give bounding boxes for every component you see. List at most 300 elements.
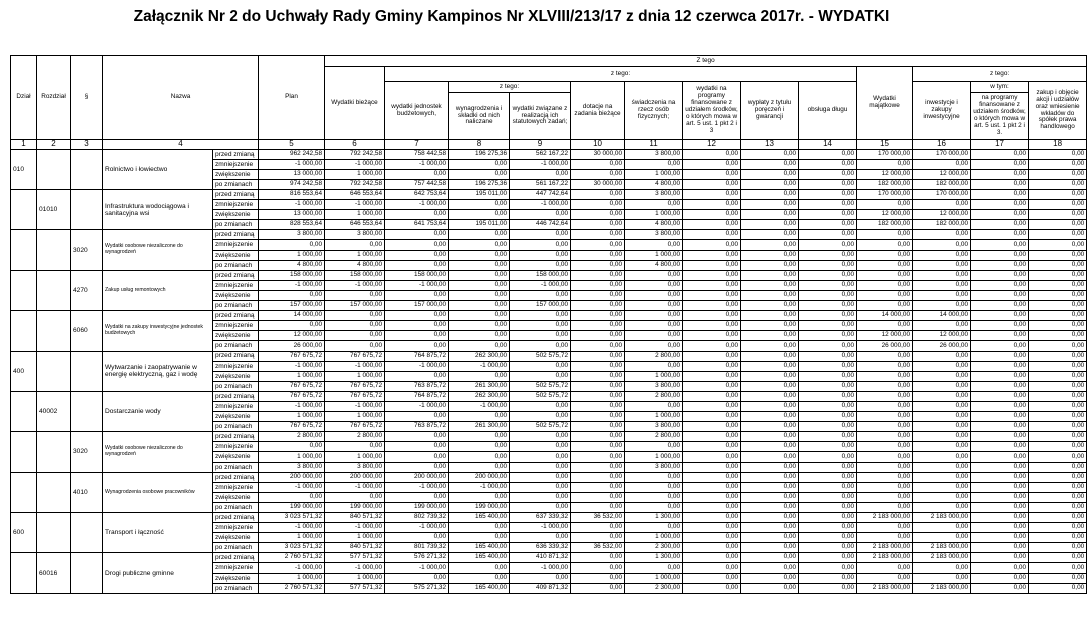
amount-cell: 0,00 (799, 472, 857, 482)
amount-cell: -1 000,00 (325, 401, 385, 411)
amount-cell: 641 753,64 (385, 220, 449, 230)
dzial-cell (11, 270, 37, 310)
change-type-cell: przed zmianą (213, 351, 259, 361)
amount-cell: 0,00 (449, 462, 510, 472)
amount-cell: 764 875,72 (385, 351, 449, 361)
amount-cell: 0,00 (510, 331, 571, 341)
amount-cell: 0,00 (913, 230, 971, 240)
amount-cell: 0,00 (683, 321, 741, 331)
amount-cell: 165 400,00 (449, 543, 510, 553)
amount-cell: 0,00 (913, 502, 971, 512)
amount-cell: 0,00 (857, 250, 913, 260)
change-type-cell: zwiększenie (213, 573, 259, 583)
change-type-cell: po zmianach (213, 341, 259, 351)
amount-cell: 0,00 (799, 412, 857, 422)
paragraf-cell (71, 351, 103, 391)
amount-cell: 0,00 (799, 361, 857, 371)
change-type-cell: po zmianach (213, 462, 259, 472)
amount-cell: 0,00 (913, 492, 971, 502)
amount-cell: 158 000,00 (510, 270, 571, 280)
amount-cell: 0,00 (510, 573, 571, 583)
amount-cell: 3 800,00 (625, 230, 683, 240)
amount-cell: 0,00 (799, 513, 857, 523)
amount-cell: 157 000,00 (259, 301, 325, 311)
amount-cell: 0,00 (971, 381, 1029, 391)
amount-cell: 261 300,00 (449, 381, 510, 391)
amount-cell: 0,00 (510, 432, 571, 442)
amount-cell: 0,00 (741, 351, 799, 361)
amount-cell: 0,00 (913, 240, 971, 250)
amount-cell: -1 000,00 (259, 482, 325, 492)
amount-cell: 0,00 (857, 422, 913, 432)
amount-cell: 0,00 (1029, 573, 1087, 583)
amount-cell: 0,00 (259, 492, 325, 502)
amount-cell: 0,00 (510, 492, 571, 502)
change-type-cell: po zmianach (213, 583, 259, 593)
change-type-cell: zwiększenie (213, 210, 259, 220)
amount-cell: 0,00 (741, 321, 799, 331)
change-type-cell: zwiększenie (213, 331, 259, 341)
change-type-cell: zmniejszenie (213, 401, 259, 411)
amount-cell: 0,00 (971, 290, 1029, 300)
amount-cell: 0,00 (913, 422, 971, 432)
amount-cell: 0,00 (571, 169, 625, 179)
amount-cell: 0,00 (741, 250, 799, 260)
paragraf-cell: 3020 (71, 432, 103, 472)
amount-cell: 0,00 (625, 301, 683, 311)
amount-cell: 0,00 (913, 351, 971, 361)
amount-cell: 1 000,00 (325, 210, 385, 220)
amount-cell: 0,00 (913, 462, 971, 472)
amount-cell: 0,00 (571, 401, 625, 411)
amount-cell: 0,00 (1029, 230, 1087, 240)
amount-cell: 792 242,58 (325, 179, 385, 189)
amount-cell: 0,00 (971, 422, 1029, 432)
amount-cell: 165 400,00 (449, 583, 510, 593)
column-number: 17 (971, 140, 1029, 150)
amount-cell: 2 760 571,32 (259, 583, 325, 593)
amount-cell: 1 000,00 (625, 371, 683, 381)
amount-cell: 0,00 (857, 200, 913, 210)
change-type-cell: przed zmianą (213, 432, 259, 442)
amount-cell: 199 000,00 (385, 502, 449, 512)
amount-cell: 0,00 (510, 462, 571, 472)
amount-cell: 0,00 (799, 179, 857, 189)
amount-cell: 0,00 (571, 553, 625, 563)
table-row (11, 149, 1087, 159)
amount-cell: 0,00 (259, 240, 325, 250)
header-z-tego: Z tego (325, 56, 1087, 67)
amount-cell: 0,00 (799, 533, 857, 543)
amount-cell: -1 000,00 (510, 563, 571, 573)
amount-cell: 0,00 (571, 492, 625, 502)
change-type-cell: zmniejszenie (213, 321, 259, 331)
amount-cell: 0,00 (799, 250, 857, 260)
nazwa-cell: Wydatki osobowe niezaliczone do wynagrodzeń (103, 230, 213, 270)
amount-cell: -1 000,00 (259, 200, 325, 210)
amount-cell: 0,00 (799, 169, 857, 179)
amount-cell: 1 000,00 (325, 533, 385, 543)
amount-cell: 577 571,32 (325, 553, 385, 563)
amount-cell: 0,00 (1029, 492, 1087, 502)
amount-cell: 0,00 (741, 210, 799, 220)
amount-cell: 0,00 (741, 412, 799, 422)
amount-cell: 0,00 (1029, 513, 1087, 523)
amount-cell: 0,00 (625, 442, 683, 452)
change-type-cell: przed zmianą (213, 513, 259, 523)
amount-cell: 0,00 (799, 230, 857, 240)
amount-cell: 0,00 (683, 482, 741, 492)
amount-cell: 0,00 (741, 341, 799, 351)
amount-cell: 0,00 (683, 351, 741, 361)
amount-cell: 0,00 (571, 311, 625, 321)
table-row (11, 553, 1087, 563)
amount-cell: 0,00 (683, 391, 741, 401)
amount-cell: 0,00 (971, 523, 1029, 533)
amount-cell: 767 675,72 (259, 422, 325, 432)
rozdzial-cell (37, 513, 71, 553)
nazwa-cell: Dostarczanie wody (103, 391, 213, 431)
change-type-cell: po zmianach (213, 543, 259, 553)
amount-cell: 26 000,00 (857, 341, 913, 351)
amount-cell: 2 800,00 (325, 432, 385, 442)
amount-cell: 0,00 (385, 492, 449, 502)
table-row (11, 311, 1087, 321)
amount-cell: 0,00 (449, 442, 510, 452)
amount-cell: 0,00 (510, 230, 571, 240)
amount-cell: 0,00 (571, 341, 625, 351)
amount-cell: 2 183 000,00 (857, 583, 913, 593)
amount-cell: 0,00 (571, 260, 625, 270)
amount-cell: 195 011,00 (449, 190, 510, 200)
amount-cell: 0,00 (741, 301, 799, 311)
amount-cell: 0,00 (571, 250, 625, 260)
amount-cell: 0,00 (971, 311, 1029, 321)
amount-cell: 0,00 (683, 422, 741, 432)
amount-cell: 0,00 (971, 351, 1029, 361)
column-number: 10 (571, 140, 625, 150)
amount-cell: 0,00 (625, 341, 683, 351)
table-row (11, 270, 1087, 280)
column-number: 14 (799, 140, 857, 150)
amount-cell: 0,00 (1029, 401, 1087, 411)
amount-cell: 0,00 (913, 280, 971, 290)
amount-cell: 0,00 (971, 301, 1029, 311)
paragraf-cell (71, 553, 103, 593)
amount-cell: 0,00 (857, 401, 913, 411)
amount-cell: 0,00 (799, 583, 857, 593)
amount-cell: 0,00 (683, 149, 741, 159)
amount-cell: 0,00 (625, 492, 683, 502)
amount-cell: 0,00 (741, 391, 799, 401)
amount-cell: -1 000,00 (259, 563, 325, 573)
amount-cell: 0,00 (683, 583, 741, 593)
amount-cell: 0,00 (741, 200, 799, 210)
amount-cell: 0,00 (741, 452, 799, 462)
dzial-cell (11, 230, 37, 270)
amount-cell: 0,00 (1029, 482, 1087, 492)
amount-cell: 0,00 (741, 432, 799, 442)
amount-cell: 0,00 (625, 563, 683, 573)
amount-cell: 0,00 (971, 220, 1029, 230)
amount-cell: 0,00 (571, 391, 625, 401)
amount-cell: 0,00 (799, 573, 857, 583)
amount-cell: 802 739,32 (385, 513, 449, 523)
amount-cell: 0,00 (913, 159, 971, 169)
amount-cell: 0,00 (857, 573, 913, 583)
amount-cell: 0,00 (625, 311, 683, 321)
amount-cell: 0,00 (571, 432, 625, 442)
amount-cell: 2 300,00 (625, 583, 683, 593)
amount-cell: 0,00 (571, 442, 625, 452)
amount-cell: -1 000,00 (325, 361, 385, 371)
rozdzial-cell: 40002 (37, 391, 71, 431)
amount-cell: 0,00 (741, 290, 799, 300)
amount-cell: 0,00 (325, 311, 385, 321)
header-plan: Plan (259, 56, 325, 140)
amount-cell: 0,00 (449, 331, 510, 341)
nazwa-cell: Wydatki osobowe niezaliczone do wynagrodzeń (103, 432, 213, 472)
amount-cell: 0,00 (971, 442, 1029, 452)
amount-cell: 0,00 (971, 270, 1029, 280)
nazwa-cell: Rolnictwo i łowiectwo (103, 149, 213, 189)
amount-cell: 0,00 (741, 361, 799, 371)
amount-cell: 767 675,72 (325, 391, 385, 401)
rozdzial-cell: 60016 (37, 553, 71, 593)
amount-cell: 0,00 (571, 159, 625, 169)
amount-cell: 3 800,00 (259, 462, 325, 472)
header-wydatki-majatkowe: Wydatki majątkowe (857, 67, 913, 140)
rozdzial-cell (37, 472, 71, 512)
amount-cell: 0,00 (1029, 260, 1087, 270)
amount-cell: 767 675,72 (325, 381, 385, 391)
amount-cell: 12 000,00 (857, 331, 913, 341)
amount-cell: 0,00 (510, 482, 571, 492)
amount-cell: 0,00 (857, 301, 913, 311)
amount-cell: 0,00 (913, 290, 971, 300)
amount-cell: 0,00 (971, 361, 1029, 371)
amount-cell: 0,00 (799, 200, 857, 210)
amount-cell: 0,00 (1029, 250, 1087, 260)
table-body (11, 149, 1087, 593)
amount-cell: 0,00 (385, 240, 449, 250)
amount-cell: 0,00 (683, 260, 741, 270)
amount-cell: 4 800,00 (325, 260, 385, 270)
amount-cell: -1 000,00 (325, 280, 385, 290)
table-row (11, 351, 1087, 361)
amount-cell: 0,00 (510, 361, 571, 371)
header-wydatki-jednostek: wydatki jednostek budżetowych, (385, 82, 449, 140)
amount-cell: 0,00 (799, 331, 857, 341)
amount-cell: 0,00 (449, 412, 510, 422)
column-number: 5 (259, 140, 325, 150)
nazwa-cell: Drogi publiczne gminne (103, 553, 213, 593)
nazwa-cell: Wynagrodzenia osobowe pracowników (103, 472, 213, 512)
amount-cell: 0,00 (510, 321, 571, 331)
amount-cell: 0,00 (683, 159, 741, 169)
amount-cell: 0,00 (510, 371, 571, 381)
amount-cell: 0,00 (571, 210, 625, 220)
amount-cell: 0,00 (913, 482, 971, 492)
amount-cell: 0,00 (510, 502, 571, 512)
column-number: 4 (103, 140, 259, 150)
amount-cell: 14 000,00 (913, 311, 971, 321)
dzial-cell (11, 190, 37, 230)
amount-cell: 0,00 (971, 250, 1029, 260)
amount-cell: -1 000,00 (259, 401, 325, 411)
amount-cell: 170 000,00 (913, 149, 971, 159)
amount-cell: 0,00 (741, 422, 799, 432)
amount-cell: 0,00 (971, 260, 1029, 270)
amount-cell: 0,00 (571, 472, 625, 482)
amount-cell: 12 000,00 (857, 169, 913, 179)
amount-cell: 0,00 (259, 290, 325, 300)
amount-cell: 200 000,00 (449, 472, 510, 482)
amount-cell: 0,00 (449, 341, 510, 351)
amount-cell: 0,00 (385, 452, 449, 462)
amount-cell: 0,00 (971, 391, 1029, 401)
amount-cell: 0,00 (741, 190, 799, 200)
amount-cell: 0,00 (683, 190, 741, 200)
amount-cell: 3 023 571,32 (259, 543, 325, 553)
amount-cell: 26 000,00 (259, 341, 325, 351)
amount-cell: 757 442,58 (385, 179, 449, 189)
amount-cell: 840 571,32 (325, 543, 385, 553)
amount-cell: 0,00 (683, 462, 741, 472)
amount-cell: 0,00 (913, 361, 971, 371)
amount-cell: 0,00 (325, 442, 385, 452)
amount-cell: 1 300,00 (625, 553, 683, 563)
change-type-cell: po zmianach (213, 179, 259, 189)
amount-cell: 26 000,00 (913, 341, 971, 351)
change-type-cell: zwiększenie (213, 412, 259, 422)
amount-cell: -1 000,00 (385, 523, 449, 533)
amount-cell: 0,00 (857, 240, 913, 250)
amount-cell: 577 571,32 (325, 583, 385, 593)
amount-cell: 0,00 (799, 260, 857, 270)
amount-cell: 0,00 (741, 462, 799, 472)
amount-cell: 0,00 (741, 513, 799, 523)
change-type-cell: zwiększenie (213, 533, 259, 543)
amount-cell: 840 571,32 (325, 513, 385, 523)
amount-cell: 0,00 (741, 492, 799, 502)
amount-cell: 0,00 (799, 149, 857, 159)
amount-cell: 3 800,00 (625, 422, 683, 432)
amount-cell: 262 300,00 (449, 391, 510, 401)
amount-cell: 0,00 (971, 210, 1029, 220)
change-type-cell: przed zmianą (213, 472, 259, 482)
amount-cell: 0,00 (449, 200, 510, 210)
amount-cell: 0,00 (683, 401, 741, 411)
amount-cell: 199 000,00 (449, 502, 510, 512)
change-type-cell: przed zmianą (213, 190, 259, 200)
amount-cell: 1 000,00 (625, 210, 683, 220)
amount-cell: 0,00 (857, 432, 913, 442)
amount-cell: 0,00 (683, 523, 741, 533)
amount-cell: 0,00 (857, 280, 913, 290)
rozdzial-cell (37, 149, 71, 189)
amount-cell: -1 000,00 (449, 482, 510, 492)
amount-cell: -1 000,00 (325, 159, 385, 169)
amount-cell: -1 000,00 (325, 563, 385, 573)
amount-cell: 0,00 (971, 280, 1029, 290)
amount-cell: 0,00 (449, 250, 510, 260)
amount-cell: 2 183 000,00 (857, 553, 913, 563)
amount-cell: 170 000,00 (857, 149, 913, 159)
dzial-cell (11, 432, 37, 472)
change-type-cell: przed zmianą (213, 270, 259, 280)
column-number: 18 (1029, 140, 1087, 150)
amount-cell: 0,00 (683, 432, 741, 442)
amount-cell: -1 000,00 (259, 361, 325, 371)
amount-cell: 0,00 (385, 462, 449, 472)
amount-cell: 14 000,00 (259, 311, 325, 321)
amount-cell: 0,00 (799, 190, 857, 200)
amount-cell: 0,00 (571, 583, 625, 593)
amount-cell: 0,00 (571, 523, 625, 533)
amount-cell: 0,00 (449, 169, 510, 179)
amount-cell: 0,00 (857, 442, 913, 452)
amount-cell: 0,00 (799, 280, 857, 290)
amount-cell: 0,00 (857, 290, 913, 300)
amount-cell: 0,00 (857, 351, 913, 361)
amount-cell: 646 553,64 (325, 190, 385, 200)
amount-cell: 0,00 (971, 452, 1029, 462)
amount-cell: 0,00 (625, 472, 683, 482)
amount-cell: 0,00 (683, 553, 741, 563)
amount-cell: 0,00 (449, 432, 510, 442)
dzial-cell (11, 472, 37, 512)
amount-cell: 157 000,00 (325, 301, 385, 311)
amount-cell: 200 000,00 (259, 472, 325, 482)
amount-cell: 0,00 (449, 311, 510, 321)
amount-cell: 0,00 (971, 492, 1029, 502)
amount-cell: 0,00 (799, 220, 857, 230)
amount-cell: 0,00 (857, 391, 913, 401)
amount-cell: 758 442,58 (385, 149, 449, 159)
amount-cell: 0,00 (913, 391, 971, 401)
amount-cell: 0,00 (741, 240, 799, 250)
header-wydatki-biezace: Wydatki bieżące (325, 67, 385, 140)
amount-cell: 0,00 (741, 381, 799, 391)
amount-cell: 0,00 (683, 280, 741, 290)
rozdzial-cell: 01010 (37, 190, 71, 230)
amount-cell: 0,00 (259, 442, 325, 452)
amount-cell: 0,00 (857, 462, 913, 472)
amount-cell: 2 800,00 (625, 432, 683, 442)
amount-cell: -1 000,00 (510, 159, 571, 169)
amount-cell: 0,00 (625, 361, 683, 371)
amount-cell: 0,00 (1029, 553, 1087, 563)
amount-cell: 0,00 (971, 371, 1029, 381)
header-programy-majatkowe: na programy finansowane z udziałem środków, o których mowa w art. 5 ust. 1 pkt 2 i 3. (971, 93, 1029, 140)
amount-cell: 1 000,00 (625, 533, 683, 543)
amount-cell: 0,00 (510, 240, 571, 250)
amount-cell: 182 000,00 (857, 179, 913, 189)
amount-cell: 14 000,00 (857, 311, 913, 321)
amount-cell: 974 242,58 (259, 179, 325, 189)
amount-cell: 2 183 000,00 (913, 553, 971, 563)
amount-cell: 0,00 (913, 412, 971, 422)
header-z-tego-majatkowe: z tego: (913, 67, 1087, 82)
dzial-cell: 600 (11, 513, 37, 553)
amount-cell: 0,00 (385, 311, 449, 321)
header-w-tym: w tym: (971, 82, 1029, 93)
amount-cell: 576 271,32 (385, 553, 449, 563)
change-type-cell: zwiększenie (213, 250, 259, 260)
amount-cell: 0,00 (571, 240, 625, 250)
amount-cell: 0,00 (913, 523, 971, 533)
